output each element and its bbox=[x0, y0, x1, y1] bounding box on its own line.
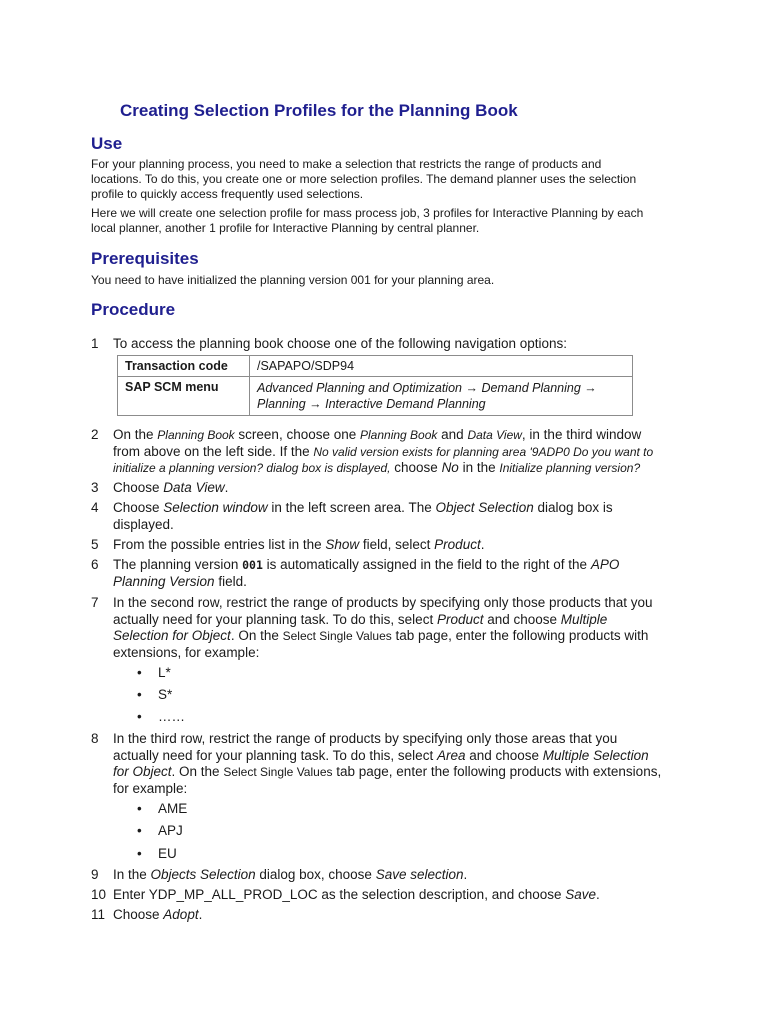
text-run: Save selection bbox=[375, 867, 464, 882]
text-run: . bbox=[224, 480, 229, 495]
text-run: Planning Book bbox=[360, 428, 438, 442]
text-run: tab page, enter the following products with extensions, bbox=[332, 764, 662, 779]
use-heading: Use bbox=[91, 134, 123, 153]
text-run: field, select bbox=[359, 537, 435, 552]
text-line bbox=[113, 628, 691, 645]
text-run: , in the third window bbox=[521, 427, 642, 442]
table-value-cell: /SAPAPO/SDP94 bbox=[250, 356, 633, 377]
table-value-cell bbox=[250, 377, 633, 416]
step-text bbox=[113, 907, 691, 924]
text-run: actually need for your planning task. To do this, select bbox=[113, 611, 437, 627]
step-text: To access the planning book choose one of the following navigation options: bbox=[113, 336, 568, 351]
list-item bbox=[137, 665, 171, 681]
text-run: actually need for your planning task. To do this, select bbox=[113, 747, 437, 763]
text-run: Select Single Values bbox=[223, 765, 333, 779]
text-line bbox=[113, 612, 691, 629]
text-run: Select Single Values bbox=[282, 629, 392, 643]
text-run: On the bbox=[113, 427, 158, 442]
text-line: for example: bbox=[113, 780, 188, 796]
text-line: profile to quickly access frequently used selections. bbox=[91, 187, 364, 201]
use-paragraph-1 bbox=[91, 157, 691, 202]
page-title: Creating Selection Profiles for the Planning Book bbox=[120, 101, 518, 120]
text-run: Object Selection bbox=[435, 500, 534, 515]
text-run: in the left screen area. The bbox=[267, 500, 436, 515]
bullet-icon: • bbox=[137, 823, 142, 838]
bullet-text: APJ bbox=[158, 823, 183, 838]
text-line bbox=[113, 444, 691, 461]
bullet-icon: • bbox=[137, 665, 142, 680]
bullet-icon: • bbox=[137, 846, 142, 861]
text-line: Advanced Planning and Optimization → Demand Planning → bbox=[257, 381, 597, 395]
text-line: In the third row, restrict the range of products by specifying only those areas that you bbox=[113, 731, 618, 746]
text-run: . On the bbox=[171, 764, 224, 779]
text-run: tab page, enter the following products with bbox=[391, 628, 649, 643]
bullet-text: …… bbox=[158, 709, 185, 724]
text-run: Product bbox=[434, 537, 481, 552]
text-line bbox=[113, 427, 691, 444]
text-run: dialog box, choose bbox=[255, 867, 376, 882]
text-run: screen, choose one bbox=[234, 427, 361, 442]
step-text bbox=[113, 867, 691, 884]
bullet-text: EU bbox=[158, 846, 177, 861]
text-run: 001 bbox=[242, 558, 263, 572]
text-run: choose bbox=[390, 460, 442, 475]
text-run: . bbox=[198, 907, 203, 922]
step-number: 9 bbox=[91, 867, 99, 882]
table-key-cell: SAP SCM menu bbox=[118, 377, 250, 416]
list-item bbox=[137, 823, 183, 839]
step-text bbox=[113, 480, 691, 497]
step-number: 10 bbox=[91, 887, 107, 902]
text-run: Choose bbox=[113, 480, 164, 495]
step-number: 3 bbox=[91, 480, 99, 495]
list-item bbox=[137, 846, 177, 862]
use-paragraph-2 bbox=[91, 206, 691, 236]
procedure-heading: Procedure bbox=[91, 300, 176, 319]
bullet-icon: • bbox=[137, 801, 142, 816]
navigation-options-table bbox=[117, 355, 633, 416]
text-run: No bbox=[441, 460, 459, 475]
step-number: 5 bbox=[91, 537, 99, 552]
text-line: local planner, another 1 profile for Interactive Planning by central planner. bbox=[91, 221, 480, 235]
text-run: Selection for Object bbox=[113, 628, 231, 643]
step-number: 11 bbox=[91, 907, 106, 922]
text-line bbox=[113, 748, 691, 765]
text-run: initialize a planning version? dialog box is displayed, bbox=[113, 461, 391, 475]
text-run: In the bbox=[113, 867, 151, 882]
text-run: Choose bbox=[113, 907, 164, 922]
table-key-cell: Transaction code bbox=[118, 356, 250, 377]
text-run: Multiple Selection bbox=[542, 747, 649, 763]
text-run: APO bbox=[590, 557, 620, 572]
list-item bbox=[137, 687, 172, 703]
text-line bbox=[113, 460, 691, 477]
text-line: For your planning process, you need to make a selection that restricts the range of products and bbox=[91, 157, 602, 171]
step-text bbox=[113, 887, 691, 904]
step-text bbox=[113, 537, 691, 554]
text-line bbox=[113, 557, 691, 574]
text-run: field. bbox=[214, 573, 247, 589]
text-run: Selection window bbox=[163, 500, 268, 515]
text-run: The planning version bbox=[113, 557, 243, 572]
text-run: . On the bbox=[230, 628, 283, 643]
text-run: Planning Version bbox=[113, 573, 215, 589]
text-line: locations. To do this, you create one or more selection profiles. The demand planner uses the selection bbox=[91, 172, 637, 186]
prerequisites-text: You need to have initialized the planning version 001 for your planning area. bbox=[91, 273, 495, 287]
text-run: No valid version exists for planning area '9ADP0 Do you want to bbox=[313, 444, 654, 459]
text-line: In the second row, restrict the range of products by specifying only those products that you bbox=[113, 595, 653, 610]
bullet-text: S* bbox=[158, 687, 173, 702]
text-line: displayed. bbox=[113, 516, 174, 532]
text-run: From the possible entries list in the bbox=[113, 537, 326, 552]
step-text bbox=[113, 500, 691, 533]
bullet-icon: • bbox=[137, 709, 142, 724]
text-run: from above on the left side. If the bbox=[113, 443, 314, 459]
text-run: Area bbox=[436, 747, 466, 763]
prerequisites-heading: Prerequisites bbox=[91, 249, 199, 268]
text-run: and choose bbox=[483, 611, 561, 627]
text-run: Adopt bbox=[163, 907, 199, 922]
text-line: Here we will create one selection profile for mass process job, 3 profiles for Interactive Planning by each bbox=[91, 206, 644, 220]
text-run: Objects Selection bbox=[150, 867, 256, 882]
step-number: 4 bbox=[91, 500, 99, 515]
text-run: . bbox=[463, 867, 468, 882]
bullet-icon: • bbox=[137, 687, 142, 702]
text-run: in the bbox=[458, 460, 500, 475]
text-run: and bbox=[437, 427, 468, 442]
text-run: Show bbox=[325, 537, 360, 552]
bullet-text: L* bbox=[158, 665, 171, 680]
list-item bbox=[137, 709, 185, 725]
bullet-text: AME bbox=[158, 801, 188, 816]
text-run: Save bbox=[565, 887, 597, 902]
text-line bbox=[113, 500, 691, 517]
step-text bbox=[113, 595, 691, 661]
text-run: . bbox=[480, 537, 485, 552]
step-number: 6 bbox=[91, 557, 99, 572]
text-run: Data View bbox=[467, 428, 522, 442]
text-run: dialog box is bbox=[533, 500, 613, 515]
text-run: and choose bbox=[465, 747, 543, 763]
step-number: 8 bbox=[91, 731, 99, 746]
text-line bbox=[113, 574, 691, 591]
list-item bbox=[137, 801, 187, 817]
text-line bbox=[113, 764, 691, 781]
step-text bbox=[113, 731, 691, 797]
text-run: Initialize planning version? bbox=[499, 461, 641, 475]
table-row bbox=[118, 356, 633, 377]
text-run: Planning Book bbox=[157, 428, 235, 442]
text-run: Enter YDP_MP_ALL_PROD_LOC as the selection description, and choose bbox=[113, 887, 566, 902]
step-number: 2 bbox=[91, 427, 99, 442]
step-number: 7 bbox=[91, 595, 99, 610]
text-run: Choose bbox=[113, 500, 164, 515]
step-text bbox=[113, 427, 691, 477]
text-run: is automatically assigned in the field to the right of the bbox=[262, 557, 591, 572]
text-run: for Object bbox=[113, 764, 172, 779]
text-run: Multiple bbox=[560, 611, 608, 627]
step-number: 1 bbox=[91, 336, 99, 351]
table-row bbox=[118, 377, 633, 416]
text-line: extensions, for example: bbox=[113, 644, 260, 660]
text-run: . bbox=[596, 887, 600, 902]
text-line: Planning → Interactive Demand Planning bbox=[257, 397, 486, 411]
text-run: Data View bbox=[163, 480, 225, 495]
step-text bbox=[113, 557, 691, 590]
text-run: Product bbox=[436, 611, 484, 627]
